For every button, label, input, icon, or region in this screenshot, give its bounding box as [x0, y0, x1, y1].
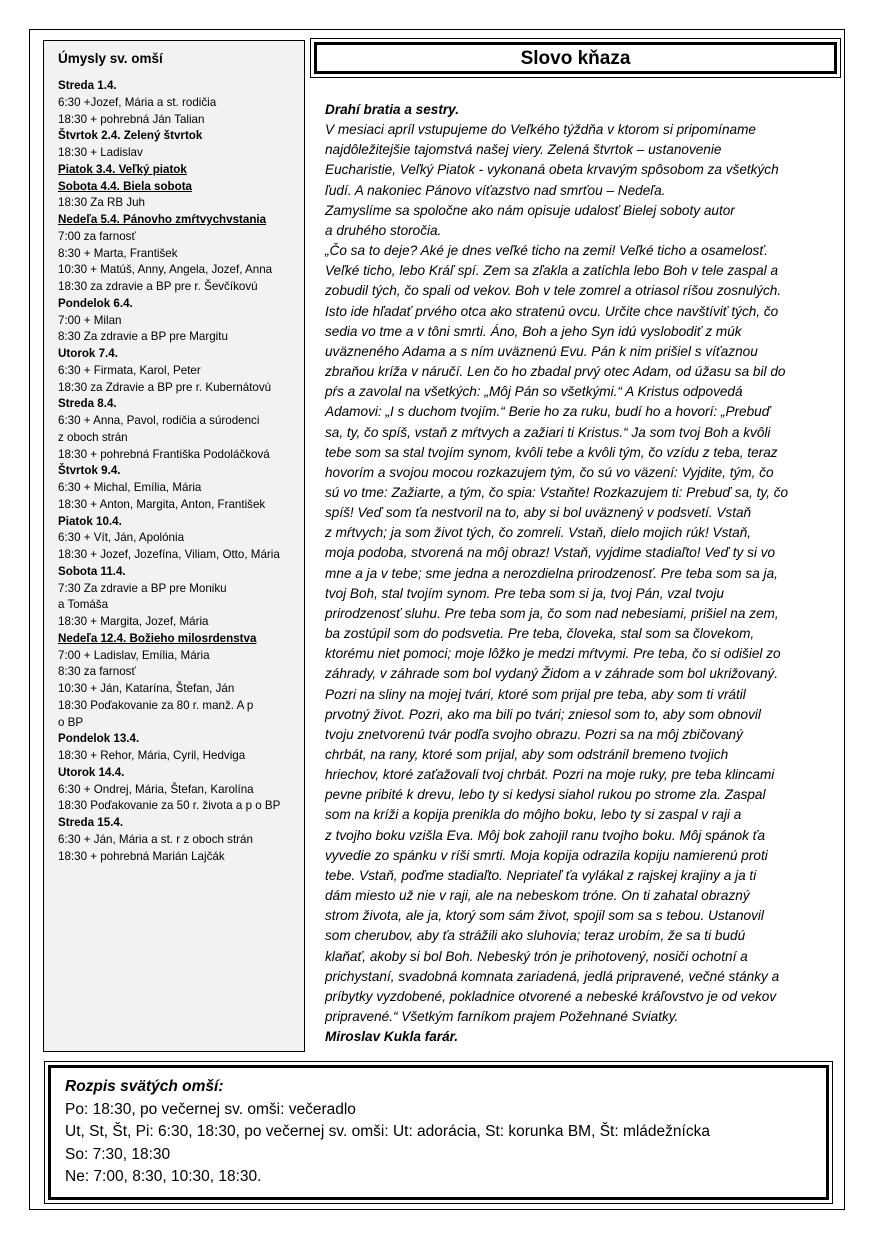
mass-intention: 8:30 Za zdravie a BP pre Margitu [58, 330, 228, 344]
day-heading: Piatok 10.4. [58, 514, 122, 528]
page-title: Slovo kňaza [314, 42, 837, 74]
mass-intention: 6:30 + Vít, Ján, Apolónia [58, 531, 185, 545]
mass-intention: 8:30 + Marta, František [58, 246, 178, 260]
letter-line: klaňať, akoby si bol Boh. Nebeský trón je prihotovený, nosiči ochotní a [325, 948, 748, 964]
header-box [310, 38, 841, 78]
letter-line: Isto ide hľadať prvého otca ako stratenú ovcu. Určite chce navštíviť tých, čo [325, 303, 779, 319]
mass-schedule-box [44, 1061, 833, 1204]
letter-line: spíš! Veď som ťa nestvoril na to, aby si bol uväznený v podsvetí. Vstaň [325, 505, 752, 521]
day-heading: Streda 8.4. [58, 397, 117, 411]
mass-intention: 7:00 + Ladislav, Emília, Mária [58, 648, 210, 662]
mass-intention: 6:30 + Firmata, Karol, Peter [58, 363, 201, 377]
day-heading: Pondelok 6.4. [58, 296, 133, 310]
letter-body [325, 120, 830, 1027]
letter-line: Pozri na sliny na mojej tvári, ktoré som prijal pre teba, aby som ti vrátil [325, 686, 746, 702]
letter-line: V mesiaci apríl vstupujeme do Veľkého týždňa v ktorom si pripomíname [325, 122, 756, 138]
mass-intention: 8:30 za farnosť [58, 665, 136, 679]
day-heading: Nedeľa 5.4. Pánovho zmŕtvychvstania [58, 213, 267, 226]
mass-intention: 6:30 + Ján, Mária a st. r z oboch strán [58, 832, 253, 846]
mass-intention: 6:30 +Jozef, Mária a st. rodičia [58, 95, 217, 109]
day-heading: Sobota 11.4. [58, 564, 126, 578]
letter-line: tvoj Boh, stal tvojím synom. Pre teba som si ja, tvoj Pán, vzal tvoju [325, 585, 724, 601]
mass-intention: 18:30 + pohrebná Ján Talian [58, 112, 205, 126]
letter-line: pŕs a zavolal na všetkých: „Môj Pán so všetkými.“ A Kristus odpovedá [325, 384, 743, 400]
day-heading: Utorok 14.4. [58, 765, 125, 779]
letter-line: ba zostúpil som do podsvetia. Pre teba, človeka, stal som sa človekom, [325, 626, 755, 642]
schedule-line: Po: 18:30, po večernej sv. omši: večeradlo [65, 1100, 356, 1118]
letter-line: najdôležitejšie tajomstvá našej viery. Zelená štvrtok – ustanovenie [325, 142, 722, 158]
letter-line: som na kríži a kopija prenikla do môjho boku, lebo ty si zaspal v raji a [325, 807, 742, 823]
letter-line: zobudil tých, čo spali od vekov. Boh v tele zomrel a otriasol ríšou zosnulých. [325, 283, 782, 299]
letter-line: Adamovi: „I s duchom tvojím.“ Berie ho za ruku, budí ho a hovorí: „Prebuď [325, 404, 771, 420]
day-heading: Štvrtok 2.4. Zelený štvrtok [58, 129, 203, 143]
letter-line: som cherubov, aby ťa strážili ako sluhovia; teraz urobím, že sa ti budú [325, 928, 746, 944]
day-heading: Piatok 3.4. Veľký piatok [58, 162, 187, 176]
letter-greeting: Drahí bratia a sestry. [325, 102, 459, 117]
letter-line: ktorému niet pomoci; moje lôžko je medzi mŕtvymi. Pre teba, čo si odišiel zo [325, 646, 781, 662]
letter-line: „Čo sa to deje? Aké je dnes veľké ticho na zemi! Veľké ticho a osamelosť. [325, 243, 768, 259]
day-heading: Sobota 4.4. Biela sobota [58, 179, 193, 193]
mass-intention: 6:30 + Michal, Emília, Mária [58, 481, 202, 494]
letter-line: pevne pribité k drevu, lebo ty si kedysi siahol rukou po strome zla. Zaspal [325, 787, 766, 803]
mass-intention: 18:30 + Jozef, Jozefína, Viliam, Otto, Mária [58, 548, 280, 561]
letter-line: tvoju znetvorenú tvár podľa svojho obrazu. Pozri sa na môj zbičovaný [325, 726, 743, 742]
letter-line: z tvojho boku vzišla Eva. Môj bok zahojil ranu tvojho boku. Môj spánok ťa [325, 827, 766, 843]
schedule-line: Ut, St, Št, Pi: 6:30, 18:30, po večernej sv. omši: Ut: adorácia, St: korunka BM, Št: mládežnícka [65, 1123, 710, 1141]
letter-line: prvotný život. Pozri, ako ma bili po tvári; zniesol som to, aby som obnovil [325, 706, 761, 722]
letter-line: prichystaní, svadobná komnata zariadená, jedlá pripravené, večné stánky a [325, 968, 780, 984]
schedule-line: Ne: 7:00, 8:30, 10:30, 18:30. [65, 1168, 262, 1186]
mass-intentions-panel [43, 40, 305, 1052]
letter-line: hriechov, ktoré zaťažovali tvoj chrbát. Pozri na moje ruky, pre teba klincami [325, 767, 775, 783]
letter-line: záhrady, v záhrade som bol vydaný Židom a v záhrade som bol ukrižovaný. [325, 666, 779, 682]
letter-line: vyvedie zo spánku v ríši smrti. Moja kopija odrazila kopiju namierenú proti [325, 847, 768, 863]
mass-intention: 18:30 + Ladislav [58, 146, 143, 159]
letter-signature: Miroslav Kukla farár. [325, 1029, 458, 1045]
letter-line: chrbát, na rany, ktoré som prijal, aby som odstránil bremeno tvojich [325, 747, 729, 762]
day-heading: Nedeľa 12.4. Božieho milosrdenstva [58, 631, 257, 645]
letter-line: pripravené.“ Všetkým farníkom prajem Požehnané Sviatky. [325, 1009, 679, 1025]
mass-intention: 18:30 + Rehor, Mária, Cyril, Hedviga [58, 749, 246, 762]
mass-intention: o BP [58, 715, 84, 729]
mass-intention: 7:30 Za zdravie a BP pre Moniku [58, 581, 227, 595]
letter-line: Veľké ticho, lebo Kráľ spí. Zem sa zľakla a zatíchla lebo Boh v tele zaspal a [325, 263, 779, 279]
mass-schedule [48, 1065, 829, 1200]
mass-schedule-title: Rozpis svätých omší: [65, 1078, 224, 1095]
letter-line: Zamyslíme sa spoločne ako nám opisuje udalosť Bielej soboty autor [325, 202, 735, 218]
priest-letter [325, 100, 830, 1047]
mass-intention: a Tomáša [58, 598, 109, 612]
letter-line: Eucharistie, Veľký Piatok - vykonaná obeta krvavým spôsobom za všetkých [325, 162, 779, 178]
mass-intention: 10:30 + Matúš, Anny, Angela, Jozef, Anna [58, 263, 273, 277]
day-heading: Streda 1.4. [58, 79, 117, 92]
schedule-line: So: 7:30, 18:30 [65, 1145, 171, 1163]
mass-intentions-list [58, 78, 298, 865]
mass-intention: 18:30 za Zdravie a BP pre r. Kubernátovú [58, 380, 272, 394]
letter-line: ľudí. A nakoniec Pánovo víťazstvo nad smrťou – Nedeľa. [325, 182, 666, 198]
letter-line: tebe som sa stal tvojím synom, kvôli tebe a kvôli tým, čo vzídu z teba, teraz [325, 444, 778, 460]
letter-line: hovorím a svojou mocou rozkazujem tým, čo sú vo väzení: Vyjdite, tým, čo [325, 464, 774, 480]
letter-line: uväzneného Adama a s ním uväznenú Evu. Pán k nim prišiel s víťaznou [325, 343, 758, 359]
mass-intention: 18:30 za zdravie a BP pre r. Ševčíkovú [58, 280, 258, 293]
letter-line: dám miesto už nie v raji, ale na nebeskom tróne. On ti zahatal obrazný [325, 888, 750, 904]
day-heading: Utorok 7.4. [58, 347, 118, 360]
mass-intention: 18:30 Za RB Juh [58, 196, 146, 210]
mass-intention: z oboch strán [58, 430, 128, 444]
day-heading: Pondelok 13.4. [58, 732, 140, 746]
mass-intention: 7:00 + Milan [58, 313, 122, 327]
mass-intention: 10:30 + Ján, Katarína, Štefan, Ján [58, 682, 235, 695]
letter-line: sú vo tme: Zažiarte, a tým, čo spia: Vstaňte! Rozkazujem ti: Prebuď sa, ty, čo [325, 484, 789, 500]
mass-intention: 18:30 + Margita, Jozef, Mária [58, 615, 209, 628]
letter-line: sa, ty, čo spíš, vstaň z mŕtvych a zažiari ti Kristus.“ Ja som tvoj Boh a kvôli [325, 424, 771, 440]
letter-line: mne a ja v tebe; sme jedna a nerozdielna prirodzenosť. Pre teba som sa ja, [325, 565, 778, 581]
letter-line: z mŕtvych; ja som život tých, čo zomreli. Vstaň, dielo mojich rúk! Vstaň, [325, 525, 752, 541]
mass-intention: 7:00 za farnosť [58, 229, 136, 243]
letter-line: a druhého storočia. [325, 222, 442, 238]
letter-line: tebe. Vstaň, poďme stadiaľto. Nepriateľ ťa vylákal z rajskej krajiny a ja ti [325, 867, 757, 883]
mass-intention: 18:30 + pohrebná Františka Podoláčková [58, 447, 270, 461]
mass-intention: 6:30 + Anna, Pavol, rodičia a súrodenci [58, 414, 260, 427]
letter-line: prirodzenosť sluhu. Pre teba som ja, čo som nad nebesiami, prišiel na zem, [325, 605, 779, 621]
mass-intention: 6:30 + Ondrej, Mária, Štefan, Karolína [58, 782, 254, 796]
day-heading: Štvrtok 9.4. [58, 464, 121, 478]
mass-intentions-title: Úmysly sv. omší [58, 51, 163, 66]
mass-intention: 18:30 + Anton, Margita, Anton, František [58, 497, 266, 511]
letter-line: príbytky vyzdobené, pokladnice otvorené a nebeské kráľovstvo je od vekov [325, 988, 777, 1004]
letter-line: strom života, ale ja, ktorý som sám život, spojil som sa s tebou. Ustanovil [325, 908, 764, 924]
mass-intention: 18:30 Poďakovanie za 50 r. života a p o BP [58, 799, 281, 813]
letter-line: zbraňou kríža v náručí. Len čo ho zbadal prvý otec Adam, od úžasu sa bil do [325, 364, 786, 380]
mass-intention: 18:30 Poďakovanie za 80 r. manž. A p [58, 698, 254, 712]
letter-line: moja podoba, stvorená na môj obraz! Vstaň, vyjdime stadiaľto! Veď ty si vo [325, 545, 776, 561]
mass-intention: 18:30 + pohrebná Marián Lajčák [58, 849, 225, 863]
letter-line: sedia vo tme a v tôni smrti. Áno, Boh a jeho Syn idú vyslobodiť z múk [325, 323, 742, 339]
day-heading: Streda 15.4. [58, 816, 124, 829]
mass-schedule-lines [65, 1099, 826, 1189]
